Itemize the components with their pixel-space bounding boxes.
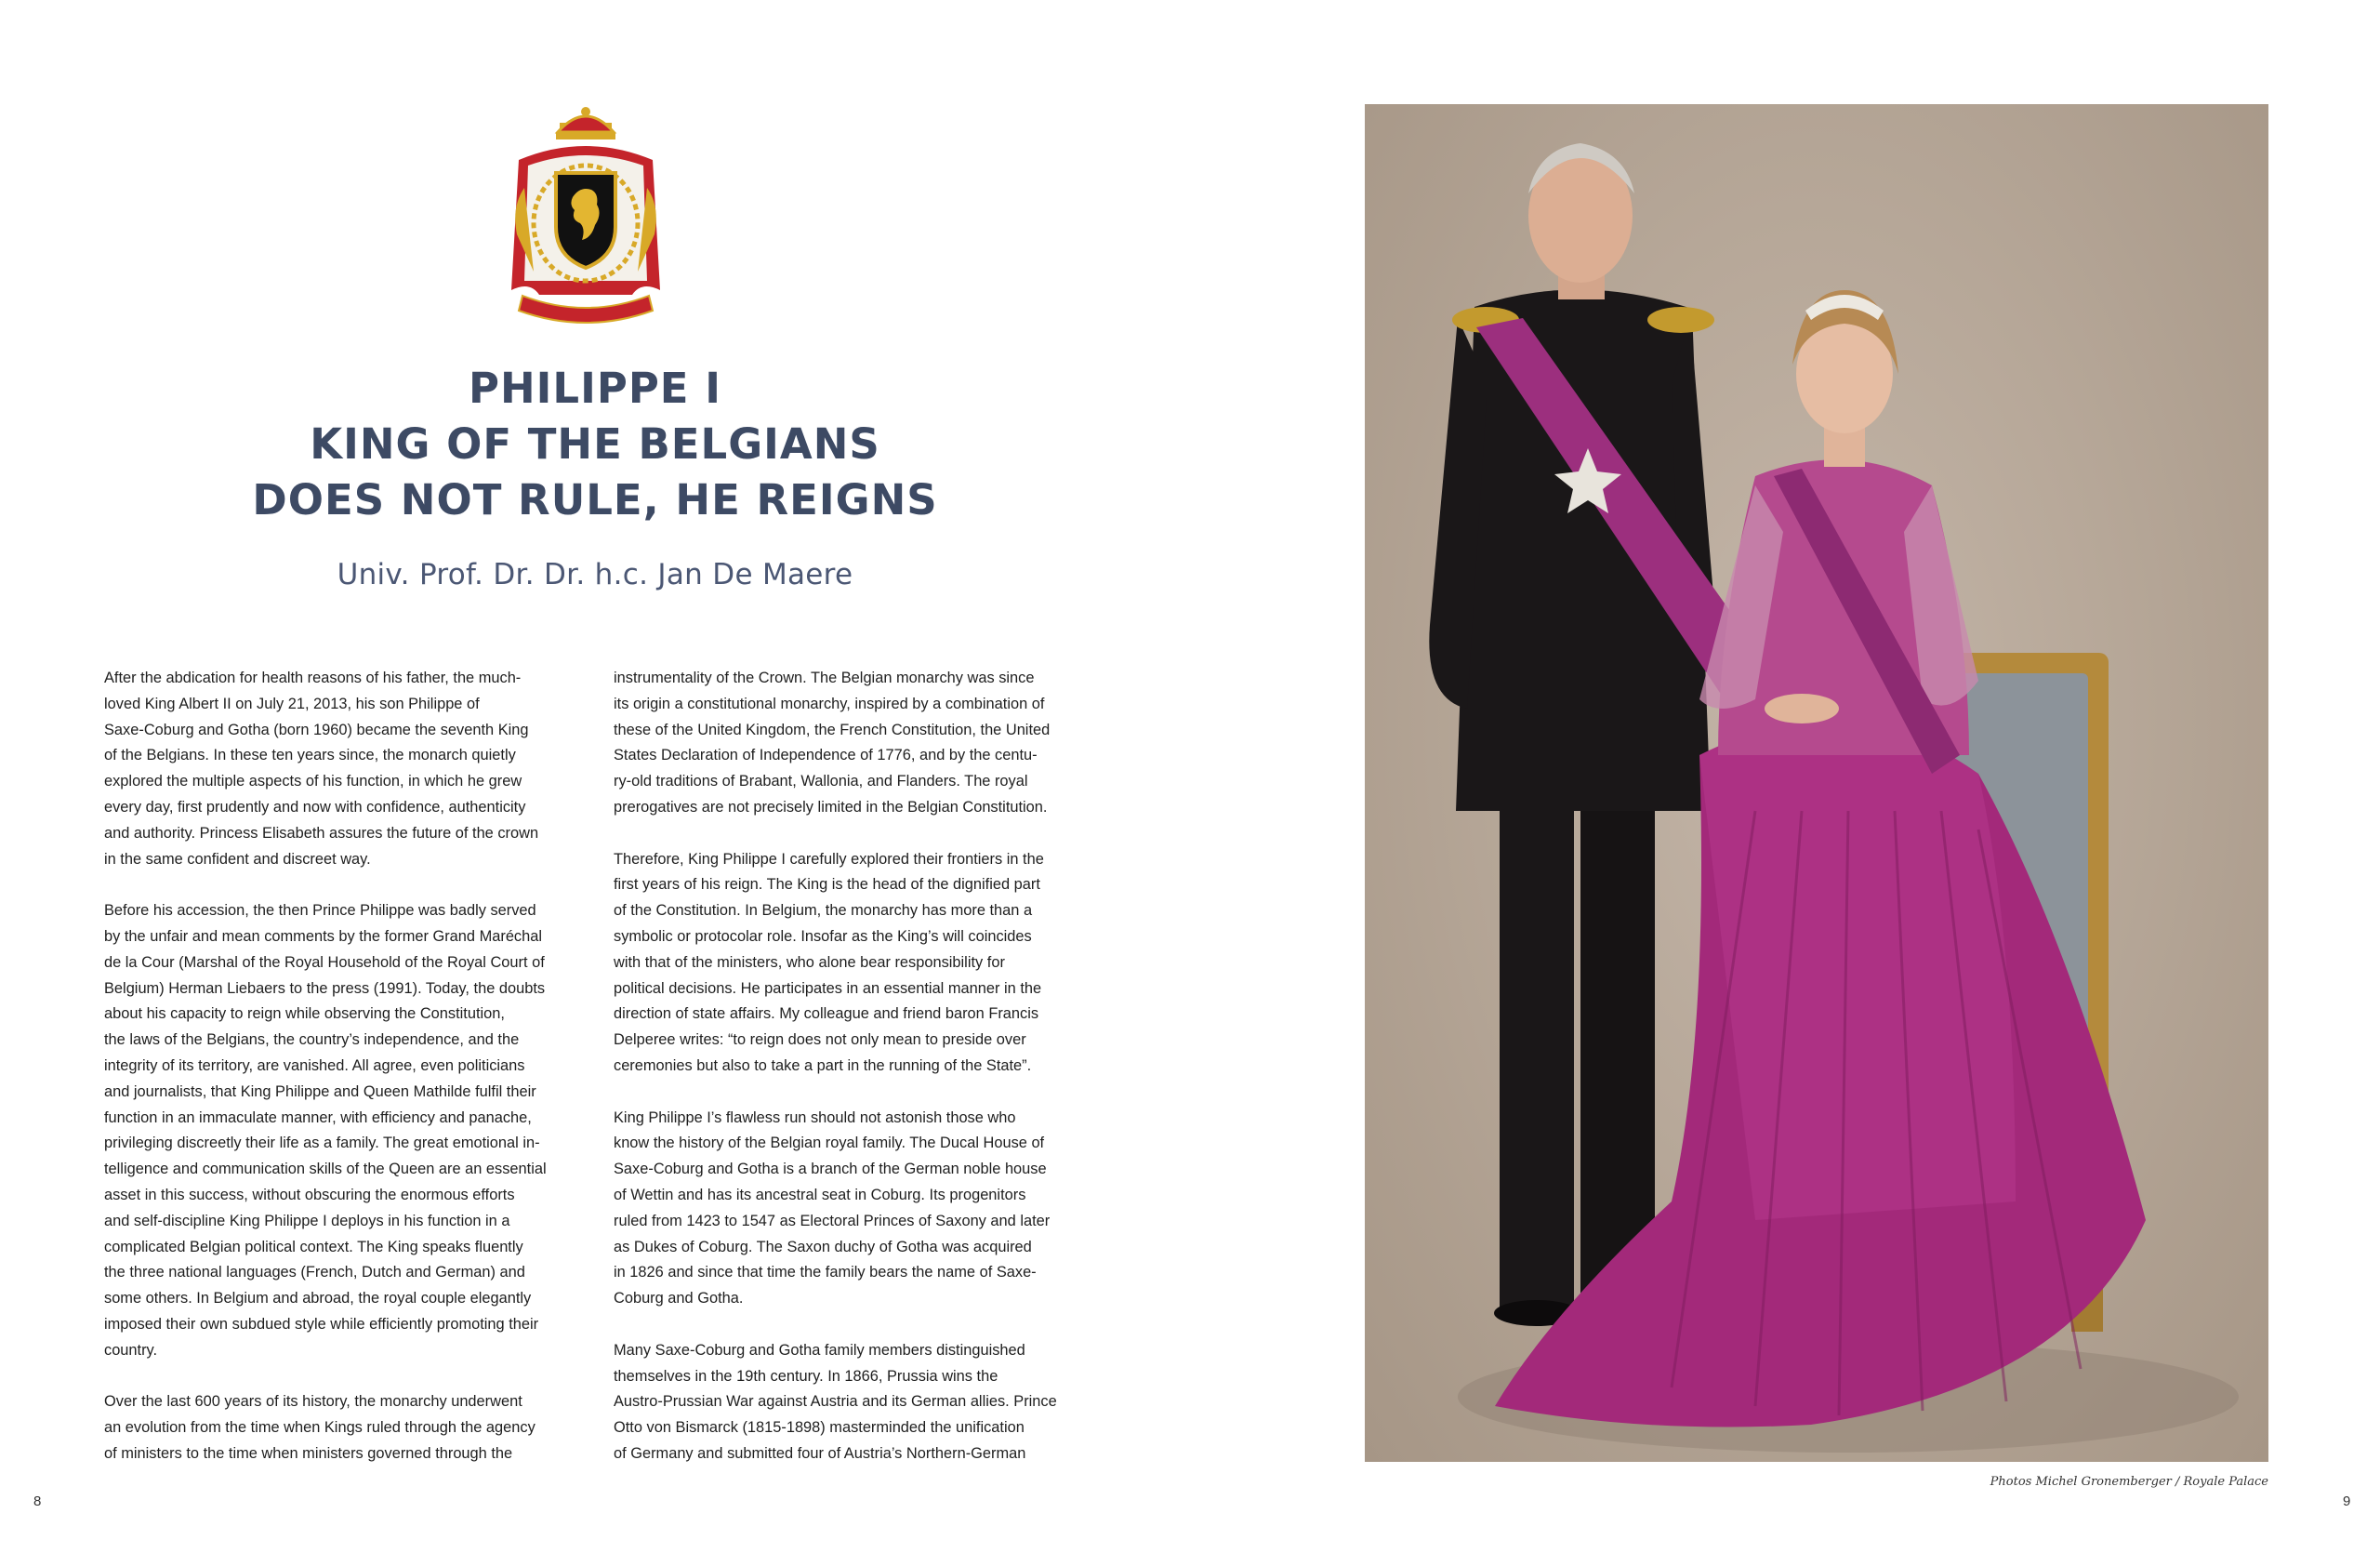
text-line: Austro-Prussian War against Austria and its German allies. Prince — [614, 1393, 1057, 1411]
text-line: Delperee writes: “to reign does not only mean to preside over — [614, 1031, 1026, 1049]
text-line: the three national languages (French, Dutch and German) and — [104, 1264, 525, 1281]
paragraph — [614, 1338, 1116, 1467]
text-line: of the Constitution. In Belgium, the monarchy has more than a — [614, 902, 1033, 920]
text-line: ruled from 1423 to 1547 as Electoral Princes of Saxony and later — [614, 1212, 1051, 1229]
page-number-left: 8 — [33, 1493, 42, 1509]
text-line: as Dukes of Coburg. The Saxon duchy of Gotha was acquired — [614, 1238, 1032, 1255]
right-page — [1190, 0, 2380, 1553]
text-line: ry-old traditions of Brabant, Wallonia, and Flanders. The royal — [614, 773, 1028, 790]
text-line: ceremonies but also to take a part in the running of the State”. — [614, 1056, 1032, 1074]
page-title-line-1: PHILIPPE I — [469, 364, 721, 413]
text-line: first years of his reign. The King is the head of the dignified part — [614, 876, 1040, 894]
text-line: instrumentality of the Crown. The Belgian monarchy was since — [614, 670, 1035, 686]
text-line: know the history of the Belgian royal family. The Ducal House of — [614, 1135, 1045, 1152]
text-line: of Wettin and has its ancestral seat in Coburg. Its progenitors — [614, 1186, 1026, 1203]
king-trousers — [1500, 811, 1574, 1313]
text-line: direction of state affairs. My colleague and friend baron Francis — [614, 1005, 1039, 1023]
text-line: Belgium) Herman Liebaers to the press (1991). Today, the doubts — [104, 979, 546, 997]
royal-portrait-photo — [1365, 104, 2268, 1462]
paragraph — [104, 898, 588, 1363]
text-line: of ministers to the time when ministers governed through the — [104, 1444, 513, 1462]
text-line: symbolic or protocolar role. Insofar as the King’s will coincides — [614, 927, 1032, 945]
coat-of-arms-icon — [502, 104, 669, 337]
text-line: de la Cour (Marshal of the Royal Household of the Royal Court of — [104, 953, 545, 971]
text-column-2 — [614, 666, 1116, 1493]
text-line: prerogatives are not precisely limited in the Belgian Constitution. — [614, 798, 1048, 816]
text-line: every day, first prudently and now with confidence, authenticity — [104, 798, 526, 816]
text-line: political decisions. He participates in an essential manner in the — [614, 979, 1042, 997]
text-line: these of the United Kingdom, the French Constitution, the United — [614, 721, 1051, 738]
text-line: asset in this success, without obscuring the enormous efforts — [104, 1186, 515, 1203]
paragraph — [104, 666, 588, 872]
text-line: imposed their own subdued style while efficiently promoting their — [104, 1315, 539, 1333]
text-column-1 — [104, 666, 588, 1493]
text-line: Saxe-Coburg and Gotha (born 1960) became the seventh King — [104, 721, 529, 738]
paragraph — [614, 666, 1116, 821]
text-line: Therefore, King Philippe I carefully explored their frontiers in the — [614, 850, 1044, 868]
paragraph — [614, 847, 1116, 1080]
text-line: telligence and communication skills of the Queen are an essential — [104, 1161, 547, 1178]
photo-credit: Photos Michel Gronemberger / Royale Palace — [1990, 1475, 2268, 1489]
text-line: some others. In Belgium and abroad, the royal couple elegantly — [104, 1290, 532, 1307]
text-line: loved King Albert II on July 21, 2013, his son Philippe of — [104, 695, 480, 712]
text-line: in the same confident and discreet way. — [104, 850, 371, 868]
text-line: in 1826 and since that time the family bears the name of Saxe- — [614, 1264, 1037, 1281]
paragraph — [104, 1389, 588, 1467]
text-line: explored the multiple aspects of his function, in which he grew — [104, 773, 522, 790]
text-line: States Declaration of Independence of 1776, and by the centu- — [614, 747, 1038, 764]
text-line: complicated Belgian political context. The King speaks fluently — [104, 1238, 523, 1255]
text-line: Otto von Bismarck (1815-1898) masterminded the unification — [614, 1419, 1025, 1437]
text-line: country. — [104, 1341, 158, 1359]
text-line: Many Saxe-Coburg and Gotha family members distinguished — [614, 1341, 1025, 1359]
text-line: the laws of the Belgians, the country’s independence, and the — [104, 1031, 520, 1049]
paragraph — [614, 1106, 1116, 1312]
text-line: by the unfair and mean comments by the former Grand Maréchal — [104, 927, 542, 945]
page-number-right: 9 — [2343, 1493, 2351, 1509]
text-line: Over the last 600 years of its history, the monarchy underwent — [104, 1393, 522, 1411]
text-line: Coburg and Gotha. — [614, 1290, 744, 1307]
text-line: King Philippe I’s flawless run should not astonish those who — [614, 1108, 1016, 1126]
text-line: function in an immaculate manner, with efficiency and panache, — [104, 1108, 532, 1126]
author-byline: Univ. Prof. Dr. Dr. h.c. Jan De Maere — [337, 558, 853, 591]
text-line: its origin a constitutional monarchy, inspired by a combination of — [614, 695, 1045, 712]
text-line: with that of the ministers, who alone bear responsibility for — [614, 953, 1005, 971]
text-line: themselves in the 19th century. In 1866, Prussia wins the — [614, 1367, 998, 1385]
text-line: After the abdication for health reasons of his father, the much- — [104, 670, 522, 686]
text-line: of Germany and submitted four of Austria’s Northern-German — [614, 1444, 1026, 1462]
text-line: Before his accession, the then Prince Philippe was badly served — [104, 902, 536, 920]
page-title-line-2: KING OF THE BELGIANS — [310, 419, 880, 469]
text-line: privileging discreetly their life as a family. The great emotional in- — [104, 1135, 540, 1152]
text-line: and authority. Princess Elisabeth assures the future of the crown — [104, 824, 539, 842]
text-line: about his capacity to reign while observing the Constitution, — [104, 1005, 505, 1023]
text-line: and self-discipline King Philippe I deploys in his function in a — [104, 1212, 510, 1229]
title-block — [205, 361, 985, 591]
text-line: of the Belgians. In these ten years since, the monarch quietly — [104, 747, 516, 764]
page-title-line-3: DOES NOT RULE, HE REIGNS — [252, 475, 938, 524]
text-line: an evolution from the time when Kings ruled through the agency — [104, 1419, 536, 1437]
text-line: Saxe-Coburg and Gotha is a branch of the German noble house — [614, 1161, 1047, 1178]
text-line: integrity of its territory, are vanished. All agree, even politicians — [104, 1056, 525, 1074]
text-line: and journalists, that King Philippe and Queen Mathilde fulfil their — [104, 1082, 536, 1100]
